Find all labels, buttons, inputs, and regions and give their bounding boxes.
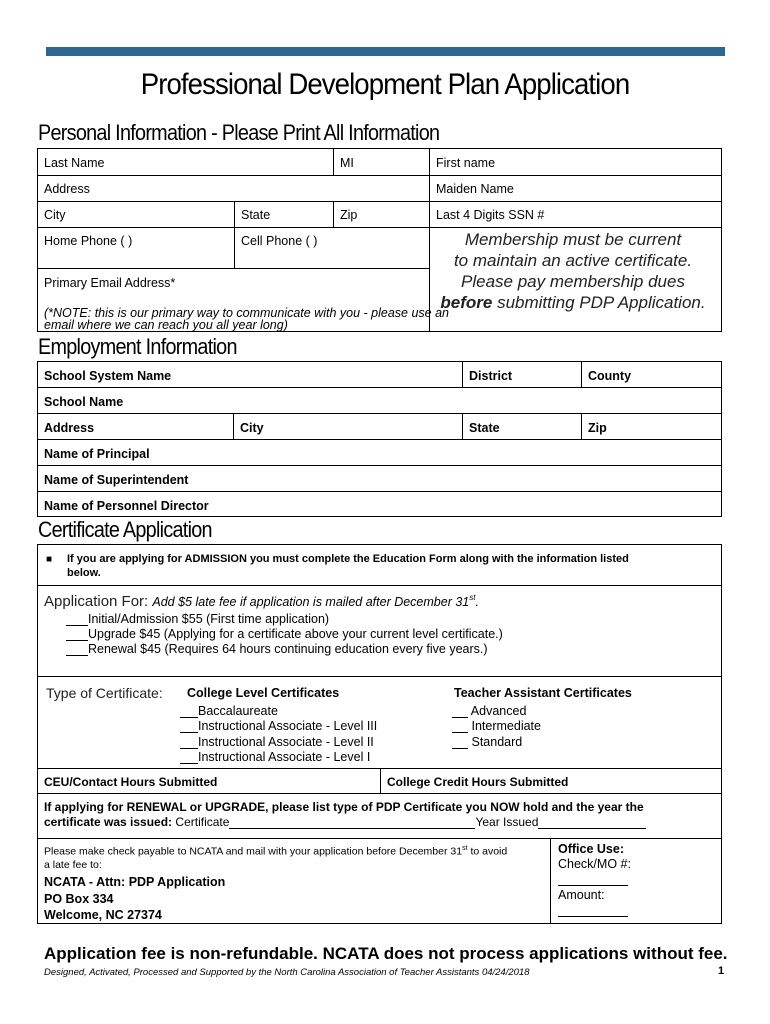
membership-notice: Membership must be current to maintain an active certificate. Please pay membership dues before submitting PDP Application. — [440, 230, 706, 312]
payable-note-line-1: Please make check payable to NCATA and mail with your application before December 31st to avoid — [44, 845, 508, 858]
check-mo-label: Check/MO #: — [558, 857, 631, 871]
type-of-certificate-label: Type of Certificate: — [46, 685, 163, 701]
amount-label: Amount: — [558, 888, 605, 902]
option-upgrade[interactable]: Upgrade $45 (Applying for a certificate above your current level certificate.) — [66, 627, 503, 641]
ssn-field[interactable]: Last 4 Digits SSN # — [436, 208, 545, 222]
district-field[interactable]: District — [469, 369, 513, 383]
footer-credit: Designed, Activated, Processed and Supported by the North Carolina Association of Teacher Assistants 04/24/2018 — [44, 967, 530, 978]
school-name-field[interactable]: School Name — [44, 395, 124, 409]
ceu-hours-field[interactable]: CEU/Contact Hours Submitted — [44, 775, 218, 789]
fee-notice: Application fee is non-refundable. NCATA does not process applications without fee. — [44, 944, 728, 963]
option-initial[interactable]: Initial/Admission $55 (First time application) — [66, 612, 329, 626]
zip-field[interactable]: Zip — [340, 208, 358, 222]
mailing-address-line-2: PO Box 334 — [44, 892, 114, 906]
cert-baccalaureate[interactable]: Baccalaureate — [180, 704, 278, 718]
school-address-field[interactable]: Address — [44, 421, 95, 435]
admission-note-line-1: If you are applying for ADMISSION you must complete the Education Form along with the information listed — [67, 553, 629, 565]
header-bar — [46, 47, 725, 56]
email-note-line-1: (*NOTE: this is our primary way to communicate with you - please use an — [44, 306, 450, 320]
cert-ia-level-2[interactable]: Instructional Associate - Level II — [180, 735, 374, 749]
superintendent-field[interactable]: Name of Superintendent — [44, 473, 189, 487]
teacher-assistant-heading: Teacher Assistant Certificates — [454, 686, 632, 700]
employment-section-heading: Employment Information — [38, 334, 237, 359]
maiden-name-field[interactable]: Maiden Name — [436, 182, 514, 196]
ta-intermediate[interactable]: Intermediate — [452, 719, 541, 733]
amount-blank[interactable] — [558, 916, 628, 917]
school-system-field[interactable]: School System Name — [44, 369, 172, 383]
ta-advanced[interactable]: Advanced — [452, 704, 526, 718]
first-name-field[interactable]: First name — [436, 156, 496, 170]
personnel-director-field[interactable]: Name of Personnel Director — [44, 499, 209, 513]
college-credit-field[interactable]: College Credit Hours Submitted — [387, 775, 569, 789]
ta-standard[interactable]: Standard — [452, 735, 522, 749]
school-state-field[interactable]: State — [469, 421, 500, 435]
address-field[interactable]: Address — [44, 182, 90, 196]
school-city-field[interactable]: City — [240, 421, 264, 435]
bullet-icon: ■ — [46, 554, 53, 565]
home-phone-field[interactable]: Home Phone ( ) — [44, 234, 133, 248]
application-for-row: Application For: Add $5 late fee if application is mailed after December 31st. — [44, 593, 479, 610]
cert-ia-level-1[interactable]: Instructional Associate - Level I — [180, 750, 370, 764]
page-number: 1 — [718, 965, 725, 977]
certificate-section-heading: Certificate Application — [38, 517, 212, 542]
admission-note-line-2: below. — [67, 567, 101, 579]
principal-field[interactable]: Name of Principal — [44, 447, 150, 461]
mailing-address-line-1: NCATA - Attn: PDP Application — [44, 875, 226, 889]
email-note-line-2: email where we can reach you all year long) — [44, 318, 288, 332]
check-mo-blank[interactable] — [558, 885, 628, 886]
county-field[interactable]: County — [588, 369, 632, 383]
state-field[interactable]: State — [241, 208, 271, 222]
school-zip-field[interactable]: Zip — [588, 421, 607, 435]
office-use-label: Office Use: — [558, 842, 624, 856]
college-level-heading: College Level Certificates — [187, 686, 340, 700]
cell-phone-field[interactable]: Cell Phone ( ) — [241, 234, 318, 248]
email-field[interactable]: Primary Email Address* — [44, 276, 176, 290]
last-name-field[interactable]: Last Name — [44, 156, 105, 170]
option-renewal[interactable]: Renewal $45 (Requires 64 hours continuing education every five years.) — [66, 642, 488, 656]
renewal-note-line-1: If applying for RENEWAL or UPGRADE, please list type of PDP Certificate you NOW hold and the year the — [44, 800, 644, 814]
payable-note-line-2: a late fee to: — [44, 859, 102, 871]
page-title: Professional Development Plan Application — [140, 68, 630, 101]
mi-field[interactable]: MI — [340, 156, 354, 170]
cert-ia-level-3[interactable]: Instructional Associate - Level III — [180, 719, 377, 733]
personal-section-heading: Personal Information - Please Print All Information — [38, 120, 440, 145]
city-field[interactable]: City — [44, 208, 66, 222]
mailing-address-line-3: Welcome, NC 27374 — [44, 908, 162, 922]
renewal-note-line-2: certificate was issued: Certificate Year Issued — [44, 815, 646, 829]
